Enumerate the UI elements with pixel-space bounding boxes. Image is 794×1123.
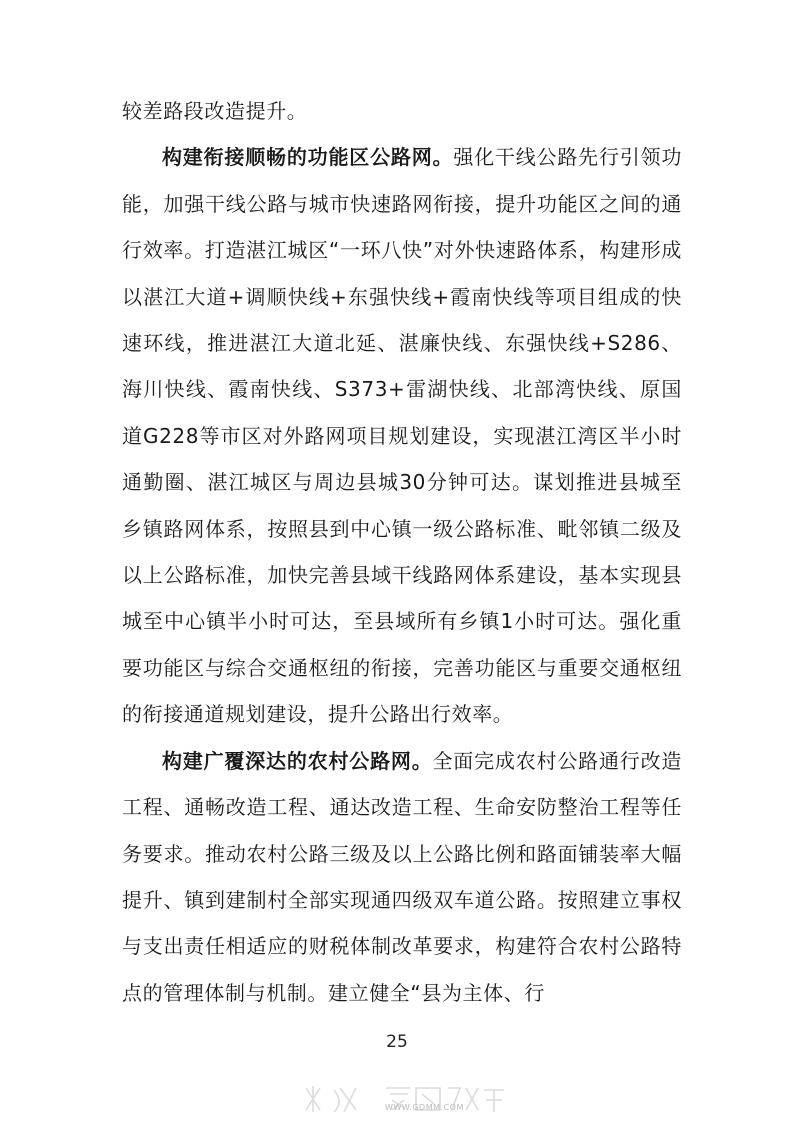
paragraph-continuation (122, 88, 682, 134)
paragraph-rural-road-network (122, 738, 682, 1016)
paragraph-functional-road-network (122, 134, 682, 737)
body-text (122, 88, 682, 1016)
watermark-url: WWW.GDMM.COM (385, 1103, 464, 1112)
paragraph-text: 强化干线公路先行引领功能，加强干线公路与城市快速路网衔接，提升功能区之间的通行效率。打造湛江城区“一环八快”对外快速路体系，构建形成以湛江大道+调顺快线+东强快线+霞南快线等项目组成的快速环线，推进湛江大道北延、湛廉快线、东强快线+S286、海川快线、霞南快线、S373+雷湖快线、北部湾快线、原国道G228等市区对外路网项目规划建设，实现湛江湾区半小时通勤圈、湛江城区与周边县城30分钟可达。谋划推进县城至乡镇路网体系，按照县到中心镇一级公路标准、毗邻镇二级及以上公路标准，加快完善县域干线路网体系建设，基本实现县城至中心镇半小时可达，至县域所有乡镇1小时可达。强化重要功能区与综合交通枢纽的衔接，完善功能区与重要交通枢纽的衔接通道规划建设，提升公路出行效率。 (122, 145, 682, 727)
paragraph-heading: 构建广覆深达的农村公路网。 (162, 748, 433, 773)
paragraph-text: 较差路段改造提升。 (122, 99, 308, 123)
page-number: 25 (386, 1032, 408, 1052)
paragraph-text: 全面完成农村公路通行改造工程、通畅改造工程、通达改造工程、生命安防整治工程等任务要求。推动农村公路三级及以上公路比例和路面铺装率大幅提升、镇到建制村全部实现通四级双车道公路。按照建立事权与支出责任相适应的财税体制改革要求，构建符合农村公路特点的管理体制与机制。建立健全“县为主体、行 (122, 748, 682, 1005)
paragraph-heading: 构建衔接顺畅的功能区公路网。 (162, 145, 454, 170)
